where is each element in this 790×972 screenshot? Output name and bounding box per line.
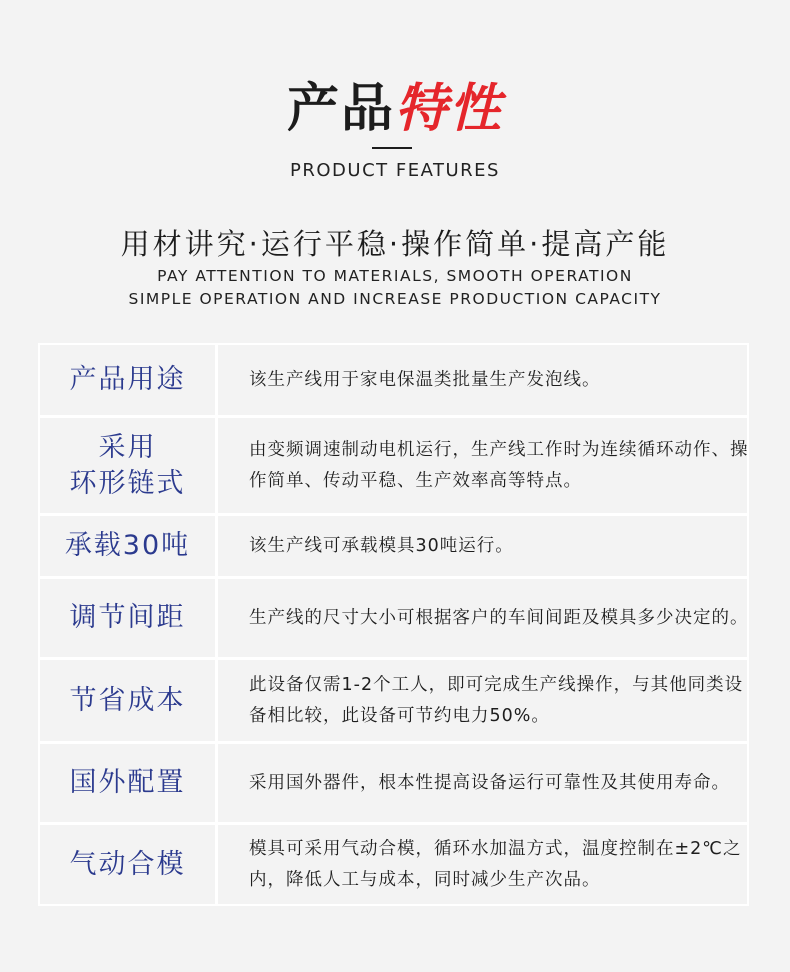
title-part-1: 产品 — [286, 79, 395, 139]
title-part-2: 特性 — [395, 79, 504, 139]
feature-description: 此设备仅需1-2个工人，即可完成生产线操作，与其他同类设备相比较，此设备可节约电力50%。 — [249, 674, 744, 726]
column-divider — [215, 516, 218, 576]
feature-description: 由变频调速制动电机运行，生产线工作时为连续循环动作、操作简单、传动平稳、生产效率高等特点。 — [249, 439, 749, 491]
column-divider — [215, 579, 218, 657]
slogan-english-line-1: PAY ATTENTION TO MATERIALS, SMOOTH OPERATION — [157, 267, 633, 285]
feature-description: 采用国外器件，根本性提高设备运行可靠性及其使用寿命。 — [249, 772, 730, 793]
slogan-english-line-2: SIMPLE OPERATION AND INCREASE PRODUCTION CAPACITY — [128, 290, 662, 308]
title-underline — [372, 147, 412, 149]
feature-description: 该生产线可承载模具30吨运行。 — [249, 535, 514, 556]
feature-row — [40, 418, 747, 516]
column-divider — [215, 660, 218, 741]
feature-label: 产品用途 — [69, 364, 186, 395]
column-divider — [215, 825, 218, 904]
feature-label: 国外配置 — [69, 767, 186, 798]
column-divider — [215, 744, 218, 822]
feature-row — [40, 825, 747, 904]
feature-label: 节省成本 — [69, 684, 186, 716]
section-title — [0, 78, 790, 140]
feature-description: 该生产线用于家电保温类批量生产发泡线。 — [249, 369, 601, 390]
feature-description: 模具可采用气动合模，循环水加温方式，温度控制在±2℃之内，降低人工与成本，同时减少生产次品。 — [249, 838, 742, 890]
features-table — [38, 343, 749, 906]
feature-row — [40, 345, 747, 418]
feature-row — [40, 660, 747, 744]
feature-label: 调节间距 — [69, 602, 186, 633]
feature-description: 生产线的尺寸大小可根据客户的车间间距及模具多少决定的。 — [249, 607, 749, 628]
title-english: PRODUCT FEATURES — [290, 160, 500, 181]
feature-row — [40, 516, 747, 579]
feature-label: 采用 环形链式 — [69, 431, 186, 499]
column-divider — [215, 345, 218, 415]
feature-label: 承载30吨 — [64, 530, 191, 561]
slogan-chinese: 用材讲究·运行平稳·操作简单·提高产能 — [120, 227, 670, 261]
column-divider — [215, 418, 218, 513]
feature-row — [40, 744, 747, 825]
feature-row — [40, 579, 747, 660]
feature-label: 气动合模 — [69, 848, 186, 880]
